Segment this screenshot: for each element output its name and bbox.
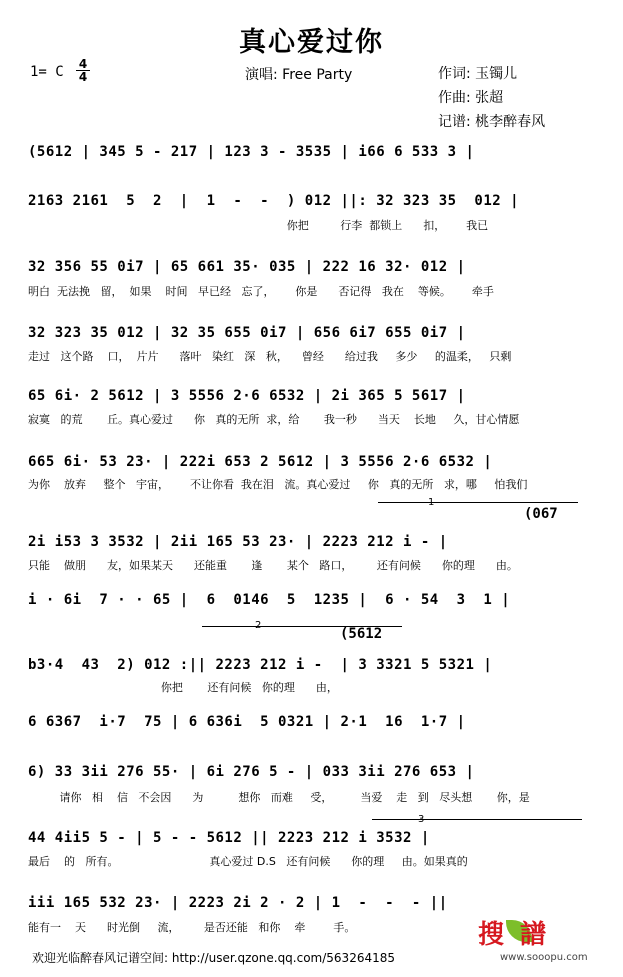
lyric-line-7: 只能 做朋 友，如果某天 还能重 逢 某个 路口， 还有问候 你的理 由。 bbox=[28, 559, 518, 572]
staff-notes: 32 356 55 0i7 | 65 661 35· 035 | 222 16 32· 012 | bbox=[28, 259, 466, 275]
staff-line-12 bbox=[28, 825, 598, 851]
lyric-line-12: 最后 的 所有。 真心爱过 D.S 还有问候 你的理 由。如果真的 bbox=[28, 855, 468, 868]
staff-line-6 bbox=[28, 449, 598, 475]
lyric-line-9: 你把 还有问候 你的理 由， bbox=[28, 681, 338, 694]
staff-notes: 6 6367 i·7 75 | 6 636i 5 0321 | 2·1 16 1·7 | bbox=[28, 714, 466, 730]
singer-credit: 演唱: Free Party bbox=[245, 67, 353, 83]
lyric-line-6: 为你 放弃 整个 宇宙， 不让你看 我在泪 流。真心爱过 你 真的无所 求，哪 怕我们 bbox=[28, 478, 528, 491]
key-signature: 1= C bbox=[30, 64, 64, 80]
staff-notes: 665 6i· 53 23· | 222i 653 2 5612 | 3 5556 2·6 6532 | bbox=[28, 454, 493, 470]
staff-line-5 bbox=[28, 383, 598, 409]
lyric-line-13: 能有一 天 时光倒 流， 是否还能 和你 牵 手。 bbox=[28, 921, 356, 934]
site-url: www.sooopu.com bbox=[500, 952, 588, 963]
transcriber-credit: 记谱: 桃李醉春风 bbox=[438, 114, 546, 130]
staff-notes: (5612 | 345 5 - 217 | 123 3 - 3535 | i66 6 533 3 | bbox=[28, 144, 475, 160]
time-signature-bottom: 4 bbox=[78, 70, 88, 84]
staff-line-8 bbox=[28, 587, 598, 613]
song-title: 真心爱过你 bbox=[239, 27, 384, 58]
footer-text: 欢迎光临醉春风记谱空间: http://user.qzone.qq.com/563264185 bbox=[32, 951, 396, 965]
staff-line-7 bbox=[28, 529, 598, 555]
staff-line-13 bbox=[28, 890, 598, 916]
volta-number-1: 1 bbox=[428, 497, 435, 508]
staff-line-10 bbox=[28, 709, 598, 735]
staff-line-3 bbox=[28, 254, 598, 280]
volta-number-3: 3 bbox=[418, 814, 425, 825]
staff-notes: 32 323 35 012 | 32 35 655 0i7 | 656 6i7 655 0i7 | bbox=[28, 325, 466, 341]
staff-notes: 2i i53 3 3532 | 2ii 165 53 23· | 2223 212 i - | bbox=[28, 534, 448, 550]
staff-line-9 bbox=[28, 652, 598, 678]
staff-line-11 bbox=[28, 759, 598, 785]
volta-bracket-3 bbox=[372, 819, 582, 820]
lyricist-credit: 作词: 玉镯儿 bbox=[438, 66, 518, 82]
site-logo: 搜譜 bbox=[478, 920, 563, 950]
staff-line-1 bbox=[28, 139, 598, 165]
staff-notes: 6) 33 3ii 276 55· | 6i 276 5 - | 033 3ii 276 653 | bbox=[28, 764, 475, 780]
composer-credit: 作曲: 张超 bbox=[438, 90, 504, 106]
lyric-line-4: 走过 这个路 口， 片片 落叶 染红 深 秋， 曾经 给过我 多少 的温柔， 只剩 bbox=[28, 350, 512, 363]
staff-notes: 65 6i· 2 5612 | 3 5556 2·6 6532 | 2i 365 5 5617 | bbox=[28, 388, 466, 404]
lyric-line-11: 请你 相 信 不会因 为 想你 而难 受， 当爱 走 到 尽头想 你，是 bbox=[28, 791, 530, 804]
time-signature bbox=[76, 58, 90, 83]
staff-notes: 2163 2161 5 2 | 1 - - ) 012 ||: 32 323 35 012 | bbox=[28, 193, 520, 209]
time-signature-top: 4 bbox=[76, 58, 90, 71]
pickup-notes: (067 bbox=[524, 506, 558, 522]
volta-number-2: 2 bbox=[255, 620, 262, 631]
lyric-line-2: 你把 行李 都锁上 扣， 我已 bbox=[28, 219, 489, 232]
lyric-line-5: 寂寞 的荒 丘。真心爱过 你 真的无所 求，给 我一秒 当天 长地 久，甘心情愿 bbox=[28, 413, 520, 426]
staff-notes: b3·4 43 2) 012 :|| 2223 212 i - | 3 3321 5 5321 | bbox=[28, 657, 493, 673]
staff-notes: iii 165 532 23· | 2223 2i 2 · 2 | 1 - - - || bbox=[28, 895, 448, 911]
lyric-line-3: 明白 无法挽 留， 如果 时间 早已经 忘了， 你是 否记得 我在 等候。 牵手 bbox=[28, 285, 494, 298]
staff-line-4 bbox=[28, 320, 598, 346]
volta-bracket-1 bbox=[378, 502, 578, 503]
pickup-notes-2: (5612 bbox=[340, 626, 383, 642]
staff-line-2 bbox=[28, 188, 598, 214]
staff-notes: i · 6i 7 · · 65 | 6 0146 5 1235 | 6 · 54 3 1 | bbox=[28, 592, 511, 608]
staff-notes: 44 4ii5 5 - | 5 - - 5612 || 2223 212 i 3532 | bbox=[28, 830, 430, 846]
